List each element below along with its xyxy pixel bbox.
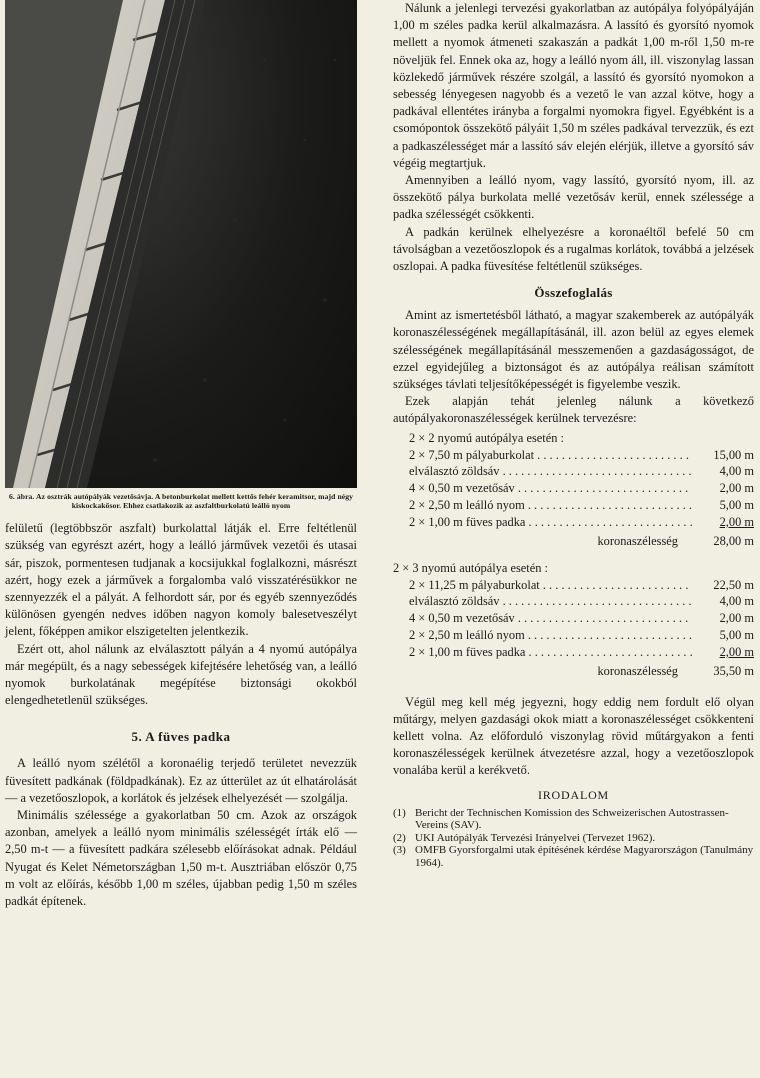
row-label: 2 × 11,25 m pályaburkolat . . . xyxy=(409,577,692,594)
row-value: 2,00 m xyxy=(719,514,754,529)
table-row xyxy=(409,447,754,464)
table-total xyxy=(393,663,754,680)
figure-caption: 6. ábra. Az osztrák autópályák vezetősávja. A betonburkolat mellett kettős fehér keramitsor, majd négy kiskockakősor. Ehhez csatlakozik az aszfaltburkolatú leálló nyom xyxy=(8,492,354,511)
table-row xyxy=(409,463,754,480)
table-total xyxy=(393,533,754,550)
reference-text: OMFB Gyorsforgalmi utak építésének kérdése Magyarországon (Tanulmány 1964). xyxy=(415,844,754,870)
total-value: 28,00 m xyxy=(713,533,754,548)
total-value: 35,50 m xyxy=(713,663,754,678)
width-table-2x2 xyxy=(409,447,754,531)
photo-illustration xyxy=(5,0,357,488)
reference-text: Bericht der Technischen Komission des Schweizerischen Autostrassen-Vereins (SAV). xyxy=(415,806,729,832)
paragraph: felületű (legtöbbször aszfalt) burkolattal látják el. Erre feltétlenül szükség van egyrészt azért, hogy a leálló járművek vezetői és utasai sár, piszok, pormentesen tudjanak a kocsijukkal foglalkozni, másrészt azért, hogy ezek a járművek a forgalomba való visszatérésükkor ne szennyezzék el a pályát. A felhordott sár, por és egyéb szennyeződés különösen gyengén nedves időben nagyon komoly balesetveszélyt jelent, főképpen amikor elszigetelten jelentkezik. xyxy=(5,521,357,639)
row-value: 4,00 m xyxy=(719,464,754,479)
paragraph: Amint az ismertetésből látható, a magyar szakemberek az autópályák koronaszélességének megállapításánál, ill. azon belül az egyes elemek szélességének megállapításánál messzemenően a gazdaságosságot, de ezzel egyidejűleg a biztonságot és az autópálya reálisan számított szükséges távlati teljesítőképességét is figyelembe veszik. xyxy=(393,308,754,392)
paragraph: A leálló nyom szélétől a koronaélig terjedő területet nevezzük füvesített padkának (földpadkának). Ez az útterület az út elhatárolását — a vezetőoszlopok, a korlátok és jelzések elhelyezését — szolgálja. xyxy=(5,756,357,805)
paragraph: Amennyiben a leálló nyom, vagy lassító, gyorsító nyom, ill. az összekötő pálya burkolata mellé vezetősáv kerül, ennek szélessége a padka szélességét csökkenti. xyxy=(393,173,754,222)
table-heading: 2 × 2 nyomú autópálya esetén : xyxy=(409,430,564,445)
left-column xyxy=(5,0,357,910)
paragraph: Nálunk a jelenlegi tervezési gyakorlatban az autópálya folyópályáján 1,00 m széles padka kerül alkalmazásra. A lassító és gyorsító nyomok mellett a nyomok átmeneti szakaszán a padkát 1,00 m-ről 1,50 m-re növeljük fel. Ennek oka az, hogy a leálló nyom áll, ill. viszonylag lassan közlekedő járművek részére szolgál, a lassító és gyorsító nyomokon a sebesség lényegesen nagyobb és a vezető le van azzal kötve, hogy a padkával ellentétes irányba a forgalmi nyomokra figyel. Egyébként is a csomópontok összekötő pályáit 1,50 m széles padkával tervezzük, és ezt a padkaszélességet már a lassító sáv elején elérjük, illetve a gyorsító sáv végéig megtartjuk. xyxy=(393,1,754,170)
row-value: 2,00 m xyxy=(719,481,754,496)
total-label: koronaszélesség xyxy=(597,533,678,548)
total-label: koronaszélesség xyxy=(597,663,678,678)
left-body xyxy=(5,520,357,709)
row-value: 2,00 m xyxy=(719,611,754,626)
reference-item xyxy=(393,844,754,869)
paragraph: Ezek alapján tehát jelenleg nálunk a következő autópályakoronaszélességek kerülnek tervezésre: xyxy=(393,394,754,426)
table-row xyxy=(409,593,754,610)
row-label: 2 × 1,00 m füves padka . . . xyxy=(409,514,692,531)
summary-heading: Összefoglalás xyxy=(534,285,613,301)
table-heading: 2 × 3 nyomú autópálya esetén : xyxy=(393,560,548,575)
row-label: 2 × 1,00 m füves padka . . . xyxy=(409,644,692,661)
row-label: 4 × 0,50 m vezetősáv . . . xyxy=(409,610,692,627)
row-label: 2 × 2,50 m leálló nyom . . . xyxy=(409,497,692,514)
row-label: elválasztó zöldsáv . . . xyxy=(409,463,692,480)
paragraph: Végül meg kell még jegyezni, hogy eddig nem fordult elő olyan műtárgy, melyen gazdasági okok miatt a koronaszélességet csökkenteni kellett volna. Az előforduló viszonylag rövid műtárgyakon a fenti koronaszélességek kerülnek átvezetésre azzal, hogy a vezetőoszlopok vonalába kerül a kerékvető. xyxy=(393,694,754,778)
references-list xyxy=(393,807,754,870)
paragraph: Ezért ott, ahol nálunk az elválasztott pályán a 4 nyomú autópálya már megépült, és a nagy sebességek kifejtésére lehetőség van, a leálló nyomok burkolatának megépítése biztonsági okokból elengedhetetlenül szükséges. xyxy=(5,641,357,708)
table-row xyxy=(409,627,754,644)
row-label: elválasztó zöldsáv . . . xyxy=(409,593,692,610)
references-heading: IRODALOM xyxy=(537,787,610,802)
table-row xyxy=(409,577,754,594)
row-value: 4,00 m xyxy=(719,594,754,609)
paragraph: Minimális szélessége a gyakorlatban 50 cm. Azok az országok azonban, amelyek a leálló nyom minimális szélességét írták elő — 2,50 m-t — a füvesített padkára szélesebb előírásokat adnak. Például Nyugat és Kelet Németországban 1,50 m-t. Ausztriában először 0,75 m volt az előírás, később 1,00 m széles, újabban pedig 1,50 m széles padkát építenek. xyxy=(5,808,357,909)
reference-number: (1) xyxy=(393,806,406,819)
reference-item xyxy=(393,807,754,832)
table-row xyxy=(409,480,754,497)
section-heading: 5. A füves padka xyxy=(131,729,231,745)
row-label: 2 × 7,50 m pályaburkolat . . . xyxy=(409,447,692,464)
width-table-2x3 xyxy=(409,577,754,661)
reference-number: (3) xyxy=(393,844,406,857)
table-row xyxy=(409,644,754,661)
row-value: 2,00 m xyxy=(719,644,754,659)
table-row xyxy=(409,610,754,627)
row-value: 22,50 m xyxy=(713,577,754,592)
row-value: 5,00 m xyxy=(719,498,754,513)
highway-photo xyxy=(5,0,357,488)
reference-text: UKI Autópályák Tervezési Irányelvei (Tervezet 1962). xyxy=(415,831,656,844)
right-column xyxy=(393,0,754,870)
reference-item xyxy=(393,832,754,845)
row-label: 4 × 0,50 m vezetősáv . . . xyxy=(409,480,692,497)
reference-number: (2) xyxy=(393,831,406,844)
row-value: 15,00 m xyxy=(713,447,754,462)
row-value: 5,00 m xyxy=(719,628,754,643)
paragraph: A padkán kerülnek elhelyezésre a koronaéltől befelé 50 cm távolságban a vezetőoszlopok és a rugalmas korlátok, továbbá a jelzések oszlopai. A padka füvesítése feltétlenül szükséges. xyxy=(393,224,754,274)
table-row xyxy=(409,514,754,531)
table-row xyxy=(409,497,754,514)
row-label: 2 × 2,50 m leálló nyom . . . xyxy=(409,627,692,644)
